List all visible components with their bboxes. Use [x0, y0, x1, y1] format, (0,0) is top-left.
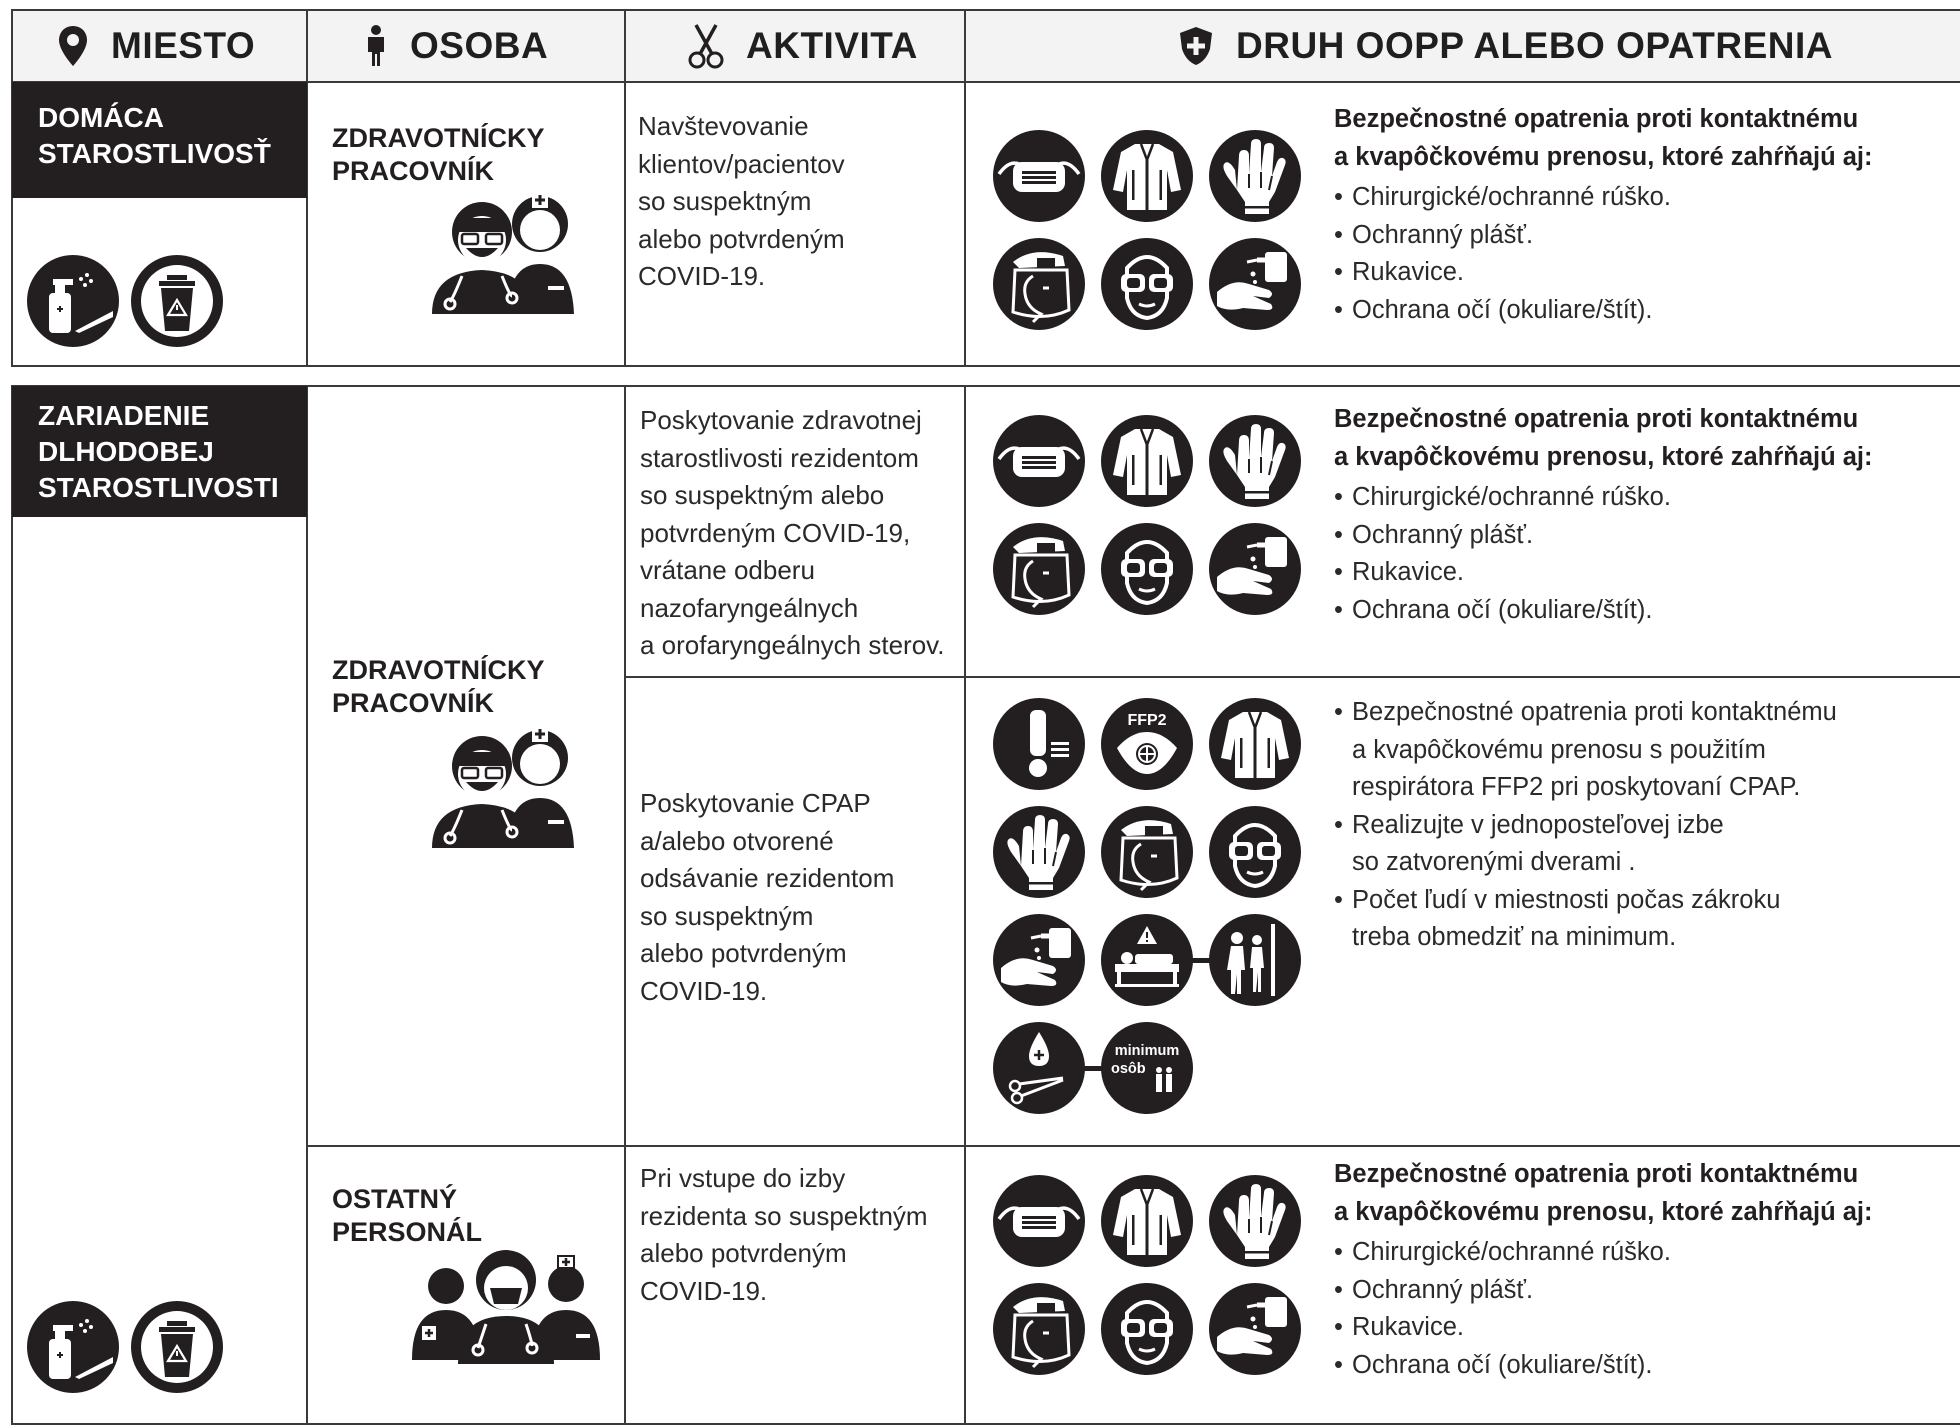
activity-line: so suspektným [640, 900, 814, 931]
closed-door-icon [1209, 914, 1301, 1006]
glove-icon [1209, 130, 1301, 222]
face-shield-icon [993, 523, 1085, 615]
measure-item: • Rukavice. [1334, 554, 1954, 592]
measure-item: • Ochranný plášť. [1334, 517, 1954, 555]
measure-item: • Chirurgické/ochranné rúško. [1334, 179, 1954, 217]
mask-icon [993, 415, 1085, 507]
measures-heading: a kvapôčkovému prenosu, ktoré zahŕňajú aj: [1334, 442, 1873, 471]
face-shield-icon [1101, 806, 1193, 898]
shield-cross-icon [1178, 25, 1214, 67]
measure-line: treba obmedziť na minimum. [1352, 923, 1677, 951]
s2-row2-activity-text [640, 785, 962, 1010]
header-osoba-label: OSOBA [410, 25, 549, 66]
measure-item [1334, 694, 1954, 807]
s1-activity-line: alebo potvrdeným [638, 223, 845, 254]
s1-person-label [332, 122, 545, 188]
s2-person-label [332, 654, 545, 720]
disinfectant-spray-icon [27, 1301, 119, 1393]
measure-item [1334, 807, 1954, 882]
ffp2-label: FFP2 [1127, 712, 1167, 729]
s2-person-line: PRACOVNÍK [332, 688, 495, 718]
s1-disinfection-icons [27, 255, 225, 347]
s1-activity-text [638, 108, 958, 296]
activity-line: COVID-19. [640, 975, 768, 1006]
attention-icon [993, 698, 1085, 790]
minimum-persons-icon [1101, 1022, 1193, 1114]
measure-line: • Bezpečnostné opatrenia proti kontaktnému [1352, 698, 1837, 726]
hazard-bin-icon [131, 255, 223, 347]
healthcare-workers-icon [420, 720, 592, 848]
person-line: PERSONÁL [332, 1217, 483, 1247]
s1-activity-line: klientov/pacientov [638, 148, 845, 179]
s1-place-line: DOMÁCA [38, 102, 164, 133]
activity-line: a/alebo otvorené [640, 825, 834, 856]
glove-icon [1209, 415, 1301, 507]
glove-icon [993, 806, 1085, 898]
s2-place-line: STAROSTLIVOSTI [38, 472, 279, 503]
s2-place-cell [11, 385, 308, 1425]
s1-activity-line: COVID-19. [638, 261, 766, 291]
s2-disinfection-icons [27, 1301, 225, 1393]
header-cell-miesto [11, 9, 308, 83]
healthcare-workers-icon [420, 186, 592, 314]
hand-sanitizer-icon [1209, 238, 1301, 330]
measure-item [1334, 882, 1954, 957]
mask-icon [993, 130, 1085, 222]
s2-row1-ppe-icons [993, 415, 1309, 625]
s1-place-label [12, 82, 307, 198]
measure-item: • Ochranný plášť. [1334, 217, 1954, 255]
s2-place-label [12, 386, 307, 517]
s2-row1-activity-text [640, 402, 962, 665]
mask-icon [993, 1175, 1085, 1267]
s2-person-line: ZDRAVOTNÍCKY [332, 655, 545, 685]
ffp2-respirator-icon [1101, 698, 1193, 790]
header-cell-aktivita [624, 9, 966, 83]
s1-activity-line: Navštevovanie [638, 111, 809, 141]
activity-line: so suspektným alebo [640, 480, 885, 510]
measures-heading: Bezpečnostné opatrenia proti kontaktnému [1334, 1160, 1859, 1188]
measure-item: • Ochrana očí (okuliare/štít). [1334, 1347, 1954, 1385]
s2-row1-measures [1334, 401, 1954, 629]
activity-line: alebo potvrdeným [640, 938, 847, 968]
activity-line: Poskytovanie zdravotnej [640, 405, 922, 435]
header-cell-osoba [306, 9, 626, 83]
gown-icon [1101, 130, 1193, 222]
measure-line: • Počet ľudí v miestnosti počas zákroku [1352, 885, 1781, 914]
measure-line: • Realizujte v jednoposteľovej izbe [1352, 810, 1724, 839]
minimum-label-line: minimum [1114, 1043, 1180, 1059]
goggles-icon [1101, 238, 1193, 330]
activity-line: potvrdeným COVID-19, [640, 517, 911, 548]
header-cell-druh [964, 9, 1960, 83]
s1-person-line: PRACOVNÍK [332, 156, 495, 186]
header-druh-label: DRUH OOPP ALEBO OPATRENIA [1236, 25, 1834, 66]
s1-measures-heading: Bezpečnostné opatrenia proti kontaktnému [1334, 105, 1859, 133]
measure-line: a kvapôčkovému prenosu s použitím [1352, 735, 1766, 764]
other-staff-icon [408, 1246, 604, 1364]
s2-place-line: DLHODOBEJ [38, 436, 214, 467]
location-pin-icon [57, 24, 89, 68]
hand-sanitizer-icon [1209, 523, 1301, 615]
activity-line: rezidenta so suspektným [640, 1200, 928, 1231]
measure-item: • Rukavice. [1334, 254, 1954, 292]
goggles-icon [1101, 523, 1193, 615]
glove-icon [1209, 1175, 1301, 1267]
s1-measures [1334, 101, 1954, 329]
measure-item: • Ochrana očí (okuliare/štít). [1334, 292, 1954, 330]
gown-icon [1209, 698, 1301, 790]
goggles-icon [1101, 1283, 1193, 1375]
measure-item: • Chirurgické/ochranné rúško. [1334, 479, 1954, 517]
header-aktivita-label: AKTIVITA [746, 25, 918, 66]
measure-item: • Ochranný plášť. [1334, 1272, 1954, 1310]
hand-sanitizer-icon [1209, 1283, 1301, 1375]
s2-row3-ppe-icons [993, 1175, 1309, 1385]
person-line: OSTATNÝ [332, 1184, 457, 1214]
measure-line: respirátora FFP2 pri poskytovaní CPAP. [1352, 773, 1801, 801]
activity-line: COVID-19. [640, 1275, 768, 1306]
person-icon [364, 24, 388, 68]
activity-line: vrátane odberu [640, 555, 815, 585]
s1-activity-line: so suspektným [638, 186, 812, 216]
s1-person-line: ZDRAVOTNÍCKY [332, 123, 545, 153]
s1-measures-heading: a kvapôčkovému prenosu, ktoré zahŕňajú aj: [1334, 142, 1873, 171]
measure-item: • Rukavice. [1334, 1309, 1954, 1347]
activity-line: alebo potvrdeným [640, 1238, 847, 1268]
goggles-icon [1209, 806, 1301, 898]
activity-line: starostlivosti rezidentom [640, 442, 919, 473]
activity-line: Pri vstupe do izby [640, 1163, 846, 1193]
measure-line: so zatvorenými dverami . [1352, 848, 1636, 876]
single-room-icon [1101, 914, 1193, 1006]
s1-ppe-icons [993, 130, 1309, 340]
face-shield-icon [993, 1283, 1085, 1375]
header-miesto-label: MIESTO [111, 25, 256, 66]
s2-row3-activity-text [640, 1160, 962, 1310]
activity-line: a orofaryngeálnych sterov. [640, 630, 945, 660]
s1-place-line: STAROSTLIVOSŤ [38, 138, 271, 169]
s2-row2-ppe-icons [993, 698, 1309, 1128]
activity-line: odsávanie rezidentom [640, 863, 895, 893]
measures-heading: Bezpečnostné opatrenia proti kontaktnému [1334, 405, 1859, 433]
disinfectant-spray-icon [27, 255, 119, 347]
measures-heading: a kvapôčkovému prenosu, ktoré zahŕňajú aj: [1334, 1197, 1873, 1226]
minimum-label-line: osôb [1111, 1061, 1146, 1077]
s2-row3-measures [1334, 1156, 1954, 1384]
s2-row3-person-label [332, 1183, 482, 1249]
s2-row2-measures [1334, 694, 1954, 957]
sterile-procedure-icon [993, 1022, 1085, 1114]
scissors-icon [688, 23, 724, 69]
face-shield-icon [993, 238, 1085, 330]
gown-icon [1101, 415, 1193, 507]
s2-place-line: ZARIADENIE [38, 400, 210, 431]
gown-icon [1101, 1175, 1193, 1267]
activity-line: Poskytovanie CPAP [640, 788, 871, 818]
measure-item: • Ochrana očí (okuliare/štít). [1334, 592, 1954, 630]
hand-sanitizer-icon [993, 914, 1085, 1006]
hazard-bin-icon [131, 1301, 223, 1393]
activity-line: nazofaryngeálnych [640, 592, 859, 623]
measure-item: • Chirurgické/ochranné rúško. [1334, 1234, 1954, 1272]
